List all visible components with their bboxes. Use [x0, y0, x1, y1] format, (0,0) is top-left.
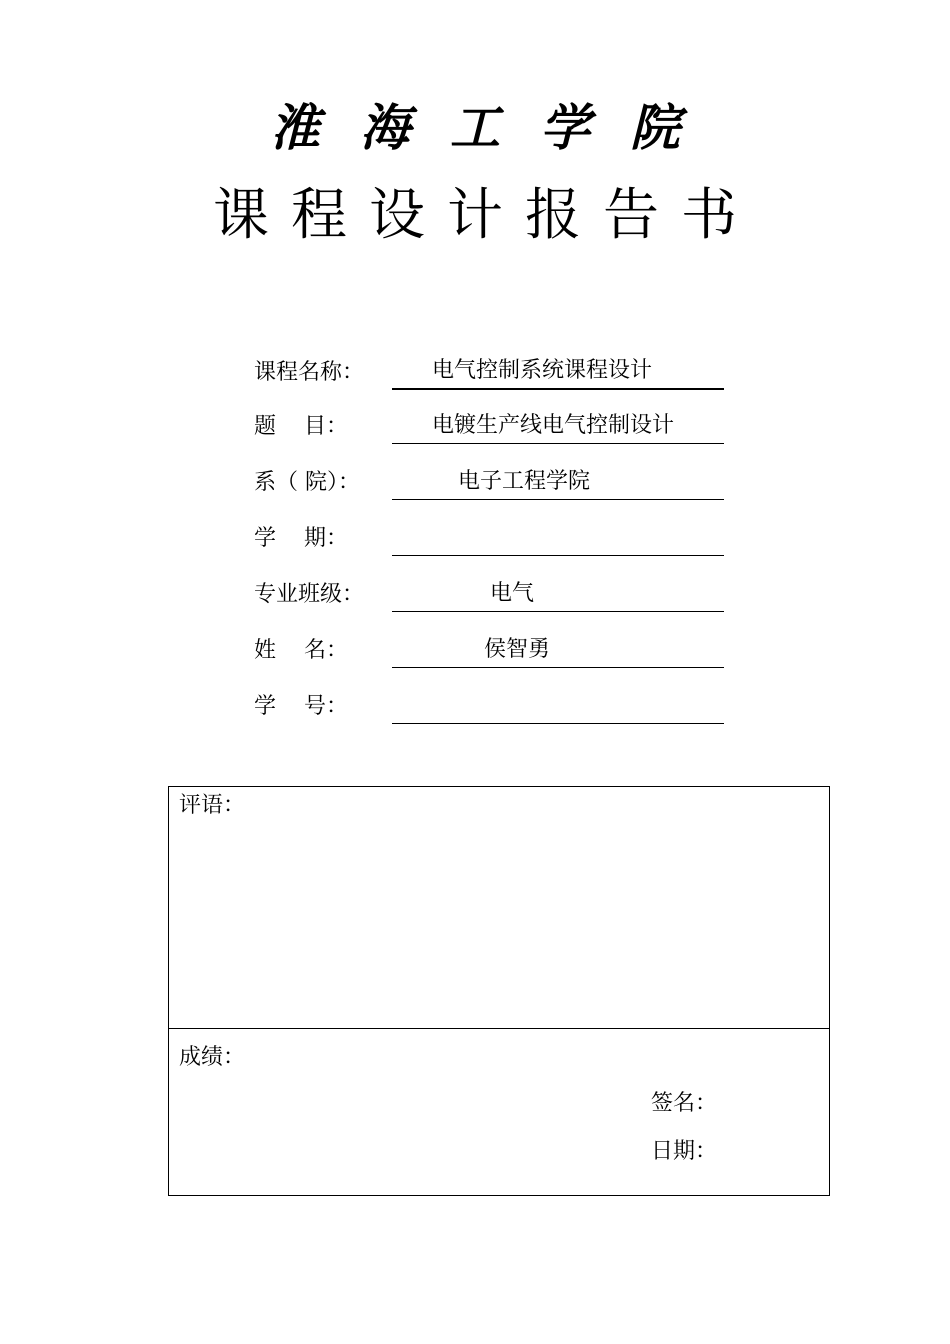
info-underline [392, 348, 724, 390]
info-underline [392, 683, 724, 724]
date-label: 日期： [651, 1139, 718, 1164]
info-value: 电气控制系统课程设计 [432, 358, 653, 383]
grade-label: 成绩： [179, 1045, 246, 1070]
info-row-course-name [254, 346, 726, 390]
comment-section [169, 787, 829, 1029]
school-name: 淮海工学院 [270, 98, 720, 157]
info-underline [392, 571, 724, 612]
info-underline [392, 459, 724, 500]
info-label: 姓 名： [254, 638, 348, 663]
info-value: 电气 [490, 581, 535, 606]
info-value: 侯智勇 [484, 637, 551, 662]
info-label: 学 号： [254, 694, 348, 719]
signature-label: 签名： [651, 1091, 718, 1116]
info-row-semester [254, 512, 726, 556]
report-title: 课程设计报告书 [213, 183, 759, 248]
info-row-class [254, 568, 726, 612]
info-value: 电镀生产线电气控制设计 [432, 413, 675, 438]
info-row-name [254, 624, 726, 668]
grade-section [169, 1029, 829, 1195]
info-label: 专业班级： [254, 582, 365, 607]
comment-label: 评语： [179, 793, 246, 818]
info-value: 电子工程学院 [458, 469, 591, 494]
info-label: 课程名称： [254, 360, 365, 385]
info-underline [392, 403, 724, 444]
info-underline [392, 515, 724, 556]
info-row-department [254, 456, 726, 500]
info-row-topic [254, 400, 726, 444]
evaluation-table [168, 786, 830, 1196]
info-label: 学 期： [254, 526, 348, 551]
info-underline [392, 627, 724, 668]
info-label: 系（ 院）： [254, 470, 360, 495]
info-label: 题 目： [254, 414, 348, 439]
info-row-student-id [254, 680, 726, 724]
